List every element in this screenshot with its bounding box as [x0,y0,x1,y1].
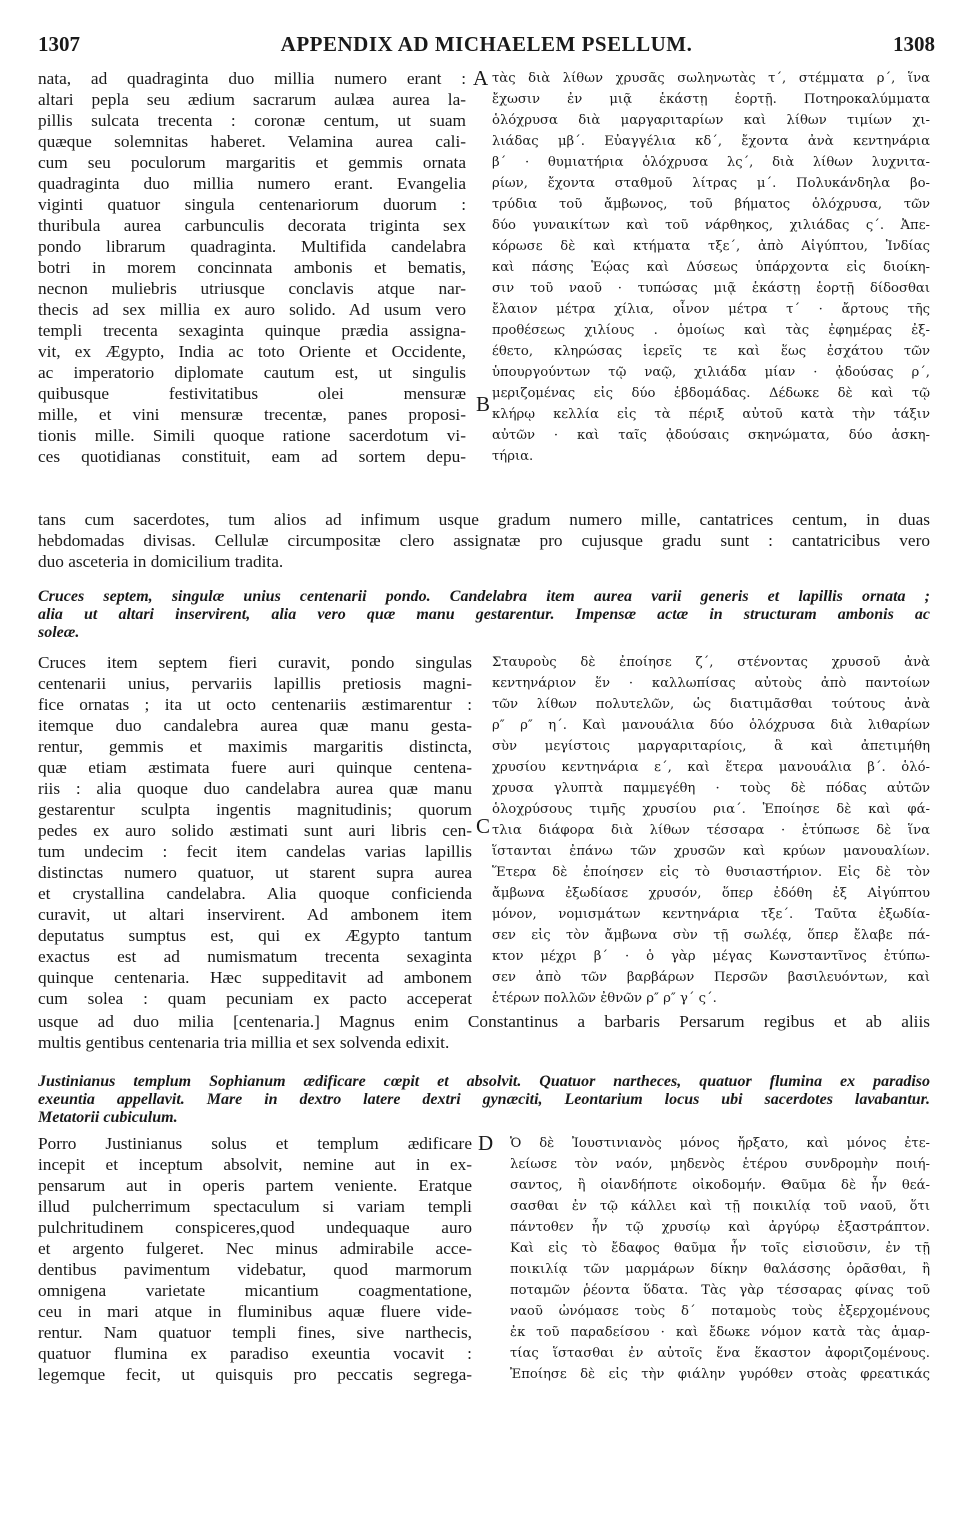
full-width-text-1 [38,509,930,572]
margin-marker-c: C [476,814,491,838]
text-line: quæque solemnitas haberet. Velamina aurea cali- [38,132,466,151]
running-title: APPENDIX AD MICHAELEM PSELLUM. [280,32,693,56]
text-line: alia ut altari inservirent, alia vero quæ manu gestarentur. Impensæ actæ in structuram ambonis ac [38,606,930,623]
text-line: et crystallina candelabra. Alia quoque conficienda [38,884,472,903]
text-line: Σταυροὺς δὲ ἐποίησε ζ΄, στένοντας χρυσοῦ ἀνὰ [492,655,930,670]
text-line: quatuor flumina ex paradiso exeuntia vocavit : [38,1344,472,1363]
text-line: multis gentibus centenaria tria millia et sex solvenda edixit. [38,1033,450,1052]
section-summary-2 [38,1073,930,1127]
text-line: pensarum aut in operis partem veniente. Eratque [38,1176,472,1195]
text-line: exeuntia appellavit. Mare in dextro latere dextri gynæciti, Leontarium locus ubi sacerdotes lavabantur. [38,1091,930,1108]
text-line: ἔχωσιν ἐν μιᾷ ἑκάστῃ ἑορτῇ. Ποτηροκαλύμματα [492,92,930,107]
text-line: μεριζομένας εἰς δύο ἑβδομάδας. Δέδωκε δὲ καὶ τῷ [492,386,930,401]
text-line: ρ″ ρ″ η΄. Καὶ μανουάλια δύο ὁλόχρυσα διὰ λιθαρίων [492,718,930,733]
text-line: usque ad duo milia [centenaria.] Magnus enim Constantinus a barbaris Persarum regibus et ab aliis [38,1012,930,1031]
text-line: ἑτέρων πολλῶν ἐθνῶν ρ″ ρ″ γ΄ ς΄. [492,991,717,1006]
text-line: β΄ · θυμιατήρια ὁλόχρυσα λς΄, διὰ λίθων λυχνιτα- [492,155,930,170]
text-line: fice ornatas ; ita ut octo centenariis æstimarentur : [38,695,472,714]
latin-column-2 [38,652,472,1009]
text-line: κτον μέχρι β΄ · ὁ γὰρ μέγας Κωνσταντῖνος ἐτύπω- [492,949,930,964]
text-line: σιν τοῦ ναοῦ · τυπώσας μιᾷ ἑκάστῃ ἑορτῇ δίδοσθαι [492,281,930,296]
text-line: tionis mille. Simili quoque ratione sacerdotum vi- [38,426,466,445]
margin-marker-a: A [473,66,489,90]
text-line: nata, ad quadraginta duo millia numero erant : [38,69,466,88]
text-line: illud pulcherrimum spectaculum si variam templi [38,1197,472,1216]
text-line: τῶν λίθων πολυτελῶν, ὡς διατιμᾶσθαι τούτους ἀνὰ [492,697,930,712]
text-line: ἔλαιον μέτρα χίλια, οἶνον μέτρα τ΄ · ἄρτους τῆς [492,302,930,317]
text-line: ποικιλίᾳ τῶν μαρμάρων δίκην θαλάσσης ὁρᾶσθαι, ἢ [510,1262,930,1277]
text-line: rentur, gemmis et maximis margaritis distincta, [38,737,472,756]
text-line: altari pepla seu ædium sacrarum aulæa aurea la- [38,90,466,109]
text-line: ναοῦ ὠνόμασε τοὺς δ΄ ποταμοὺς τοὺς ἐξερχομένους [510,1304,930,1319]
text-line: ὁλοχρύσους τιμῆς χρυσίου ρια΄. Ἐποίησε δὲ καὶ φά- [492,802,930,817]
text-line: τίας ἵστασθαι ἐν αὐτοῖς ἕνα ἕκαστον ἀφοριζομένους. [510,1346,930,1361]
text-line: ποταμῶν ῥέοντα ὕδατα. Τὰς γὰρ τέσσαρας φίνας τοῦ [510,1283,930,1298]
text-line: Justinianus templum Sophianum ædificare cœpit et absolvit. Quatuor nartheces, quatuor flumina ex paradiso [38,1073,930,1090]
text-line: τήρια. [492,449,534,464]
text-line: et argento fulgeret. Nec minus admirabile acce- [38,1239,472,1258]
section-summary-1 [38,588,930,642]
text-line: quibusque festivitatibus olei mensuræ [38,384,466,403]
text-line: mille, et vini mensuræ trecentæ, panes proposi- [38,405,466,424]
text-line: Cruces septem, singulæ unius centenarii pondo. Candelabra item aurea varii generis et lapillis ornata ; [38,588,930,605]
text-line: omnigena varietate micantium coagmentatione, [38,1281,472,1300]
text-line: λιάδας μβ΄. Εὐαγγέλια κδ΄, ἔχοντα ἀνὰ κεντηνάρια [492,134,930,149]
text-line: distinctas numero quatuor, ut starent supra aurea [38,863,472,882]
text-line: τλια διάφορα διὰ λίθων τέσσαρα · ἐτύπωσε δὲ ἵνα [492,823,930,838]
text-line: καὶ πάσης Ἑῴας καὶ Δύσεως ὑπάρχοντα εἰς διοίκη- [492,260,930,275]
text-line: riis : alia quoque duo candelabra aurea quæ manu [38,779,472,798]
text-line: deputatus sumptus est, qui ex Ægypto tantum [38,926,472,945]
text-line: pedes ex auro solido æstimati sunt auri libris cen- [38,821,472,840]
page-number-left: 1307 [38,32,80,56]
text-line: vit, ex Ægypto, India ac toto Oriente et Occidente, [38,342,466,361]
greek-column-2 [492,652,930,1009]
text-line: duo asceteria in domicilium tradita. [38,552,284,571]
text-line: σεν ἀπὸ τῶν βαρβάρων Περσῶν βασιλευόντων, καὶ [492,970,930,985]
text-line: Ἕτερα δὲ ἐποίησεν εἰς τὸ θυσιαστήριον. Εἰς δὲ τὸν [492,865,930,880]
text-line: Καὶ εἰς τὸ ἔδαφος θαῦμα ἦν τοῖς εἰσιοῦσιν, ἐν τῇ [510,1241,930,1256]
greek-column-1 [492,68,930,467]
text-line: ac imperatorio diplomate cautum est, ut singulis [38,363,466,382]
margin-marker-d: D [478,1131,494,1155]
text-line: κόρωσε δὲ καὶ κτήματα τξε΄, ἀπὸ Αἰγύπτου, Ἰνδίας [492,239,930,254]
text-line: legemque fecit, ut quisquis pro peccatis segrega- [38,1365,472,1384]
text-line: ὑπουργούντων τῷ ναῷ, χιλιάδα μίαν · ᾀδούσας ρ΄, [492,365,930,380]
text-line: quæ etiam æstimata fuere auri quinque centena- [38,758,472,777]
text-line: pulchritudinem conspiceres,quod undequaque auro [38,1218,472,1237]
page-header [38,32,935,60]
latin-column-1 [38,68,466,467]
latin-column-3 [38,1133,472,1385]
text-line: incepit et inceptum absolvit, nemine aut in ex- [38,1155,472,1174]
text-line: botri in morem concinnata ambonis et bematis, [38,258,466,277]
text-line: thecis ad sex millia ex auro solido. Ad usum vero [38,300,466,319]
text-line: rentur. Nam quatuor templi fines, sive narthecis, [38,1323,472,1342]
text-line: χρυσίου κεντηνάρια ε΄, καὶ ἕτερα μανουάλια β΄. ὁλό- [492,760,930,775]
text-line: ceu in mari atque in fluminibus aquæ fluere vide- [38,1302,472,1321]
margin-marker-b: B [476,392,491,416]
text-line: quadraginta duo millia numero erant. Evangelia [38,174,466,193]
text-line: ἐκ τοῦ παραδείσου · καὶ ἔδωκε νόμον κατὰ τὰς ἁμαρ- [510,1325,930,1340]
text-line: Ὁ δὲ Ἰουστινιανὸς μόνος ἤρξατο, καὶ μόνος ἐτε- [510,1136,930,1151]
text-line: χρυσα γλυπτὰ παμμεγέθη · τοὺς δὲ πόδας αὐτῶν [492,781,930,796]
full-width-text-2 [38,1011,930,1053]
text-line: σὺν μεγίστοις μαργαριταρίοις, ἃ καὶ ἀπετιμήθη [492,739,930,754]
text-line: cum seu poculorum margaritis et gemmis ornata [38,153,466,172]
text-line: hebdomadas divisas. Cellulæ circumpositæ clero assignatæ pro cujusque gradu sunt : cantatricibus vero [38,531,930,550]
text-line: itemque duo candalebra aurea quæ manu gesta- [38,716,472,735]
text-line: έθετο, κληρώσας ἱερεῖς τε καὶ ἕως ἐσχάτου τῶν [492,344,930,359]
text-line: κεντηνάριον ἕν · καλλωπίσας αὐτοὺς ἀπὸ παντοίων [492,676,930,691]
text-line: pillis sulcata trecenta : coronæ centum, ut suam [38,111,466,130]
text-line: tum undecim : fecit item candelas varias lapillis [38,842,472,861]
text-line: quinque centenaria. Hæc suppeditavit ad ambonem [38,968,472,987]
page-number-right: 1308 [893,32,935,56]
text-line: κλήρῳ κελλία εἰς τὰ πέριξ αὐτοῦ κατὰ τὴν τάξιν [492,407,930,422]
text-line: ρίων, ἔχοντα σταθμοῦ λίτρας μ΄. Πολυκάνδηλα βο- [492,176,930,191]
text-line: viginti quatuor singula centenariorum duorum : [38,195,466,214]
text-line: σεν εἰς τὸν ἄμβωνα σὺν τῇ σωλέᾳ, ὅπερ ἔλαβε πά- [492,928,930,943]
text-line: necnon muliebris utriusque conclavis atque nar- [38,279,466,298]
text-line: templi trecenta sexaginta quinque prædia assigna- [38,321,466,340]
text-line: Ἐποίησε δὲ εἰς τὴν φιάλην γυρόθεν στοὰς φρεατικάς [510,1367,930,1382]
text-line: λείωσε τὸν ναόν, μηδενὸς ἑτέρου συνδρομὴν ποιή- [510,1157,930,1172]
text-line: centenarii unius, pervariis lapillis pretiosis magni- [38,674,472,693]
text-line: Metatorii cubiculum. [38,1109,178,1126]
text-line: cum solea : quam pecuniam ex pacto acceperat [38,989,472,1008]
text-line: tans cum sacerdotes, tum alios ad infimum usque gradum numero mille, cantatrices centum, in duas [38,510,930,529]
text-line: μόνον, νομισμάτων κεντηνάρια τξε΄. Ταῦτα ἐξωδία- [492,907,930,922]
text-line: σασθαι ἐν τῷ κάλλει καὶ τῇ ποικιλίᾳ τοῦ ναοῦ, ὅτι [510,1199,930,1214]
text-line: ἄμβωνα ἐξωδίασε χρυσόν, ὅπερ ἐδόθη ἐξ Αἰγύπτου [492,886,930,901]
text-line: Cruces item septem fieri curavit, pondo singulas [38,653,472,672]
text-line: ἵστανται ἐπάνω τῶν χρυσῶν καὶ κρύων μανουαλίων. [492,844,930,859]
text-line: ces quotidianas constituit, eam ad sortem depu- [38,447,466,466]
text-line: δύο γυναικίτων καὶ τοῦ νάρθηκος, χιλιάδας ς΄. Ἀπε- [492,218,930,233]
text-line: pondo librarum quadraginta. Multifida candelabra [38,237,466,256]
text-line: thuribula aurea carbunculis decorata triginta sex [38,216,466,235]
text-line: τὰς διὰ λίθων χρυσᾶς σωληνωτὰς τ΄, στέμματα ρ΄, ἵνα [492,71,930,86]
text-line: curavit, ut altari inservirent. Ad ambonem item [38,905,472,924]
text-line: προθέσεως χιλίους . ὁμοίως καὶ τὰς ἐφημέρας ἐξ- [492,323,930,338]
text-line: σαντος, ἢ οἱανδήποτε οἰκοδομήν. Θαῦμα δὲ ἦν θεά- [510,1178,930,1193]
text-line: αὐτῶν · καὶ ταῖς ᾀδούσαις σκηνώματα, δύο ἀσκη- [492,428,930,443]
text-line: gestarentur sculpta ingentis magnitudinis; quorum [38,800,472,819]
text-line: τρύδια τοῦ ἄμβωνος, τοῦ βήματος ὁλόχρυσα, τῶν [492,197,930,212]
text-line: dentibus pavimentum videbatur, quod marmorum [38,1260,472,1279]
text-line: soleæ. [38,624,80,641]
greek-column-3 [510,1133,930,1385]
text-line: πάντοθεν ἦν τῷ χρυσίῳ καὶ ἀργύρῳ ἐξαστράπτον. [510,1220,930,1235]
text-line: exactus est ad numismatum trecenta sexaginta [38,947,472,966]
text-line: ὁλόχρυσα διὰ μαργαριταρίων καὶ λίθων τιμίων χι- [492,113,930,128]
text-line: Porro Justinianus solus et templum ædificare [38,1134,472,1153]
